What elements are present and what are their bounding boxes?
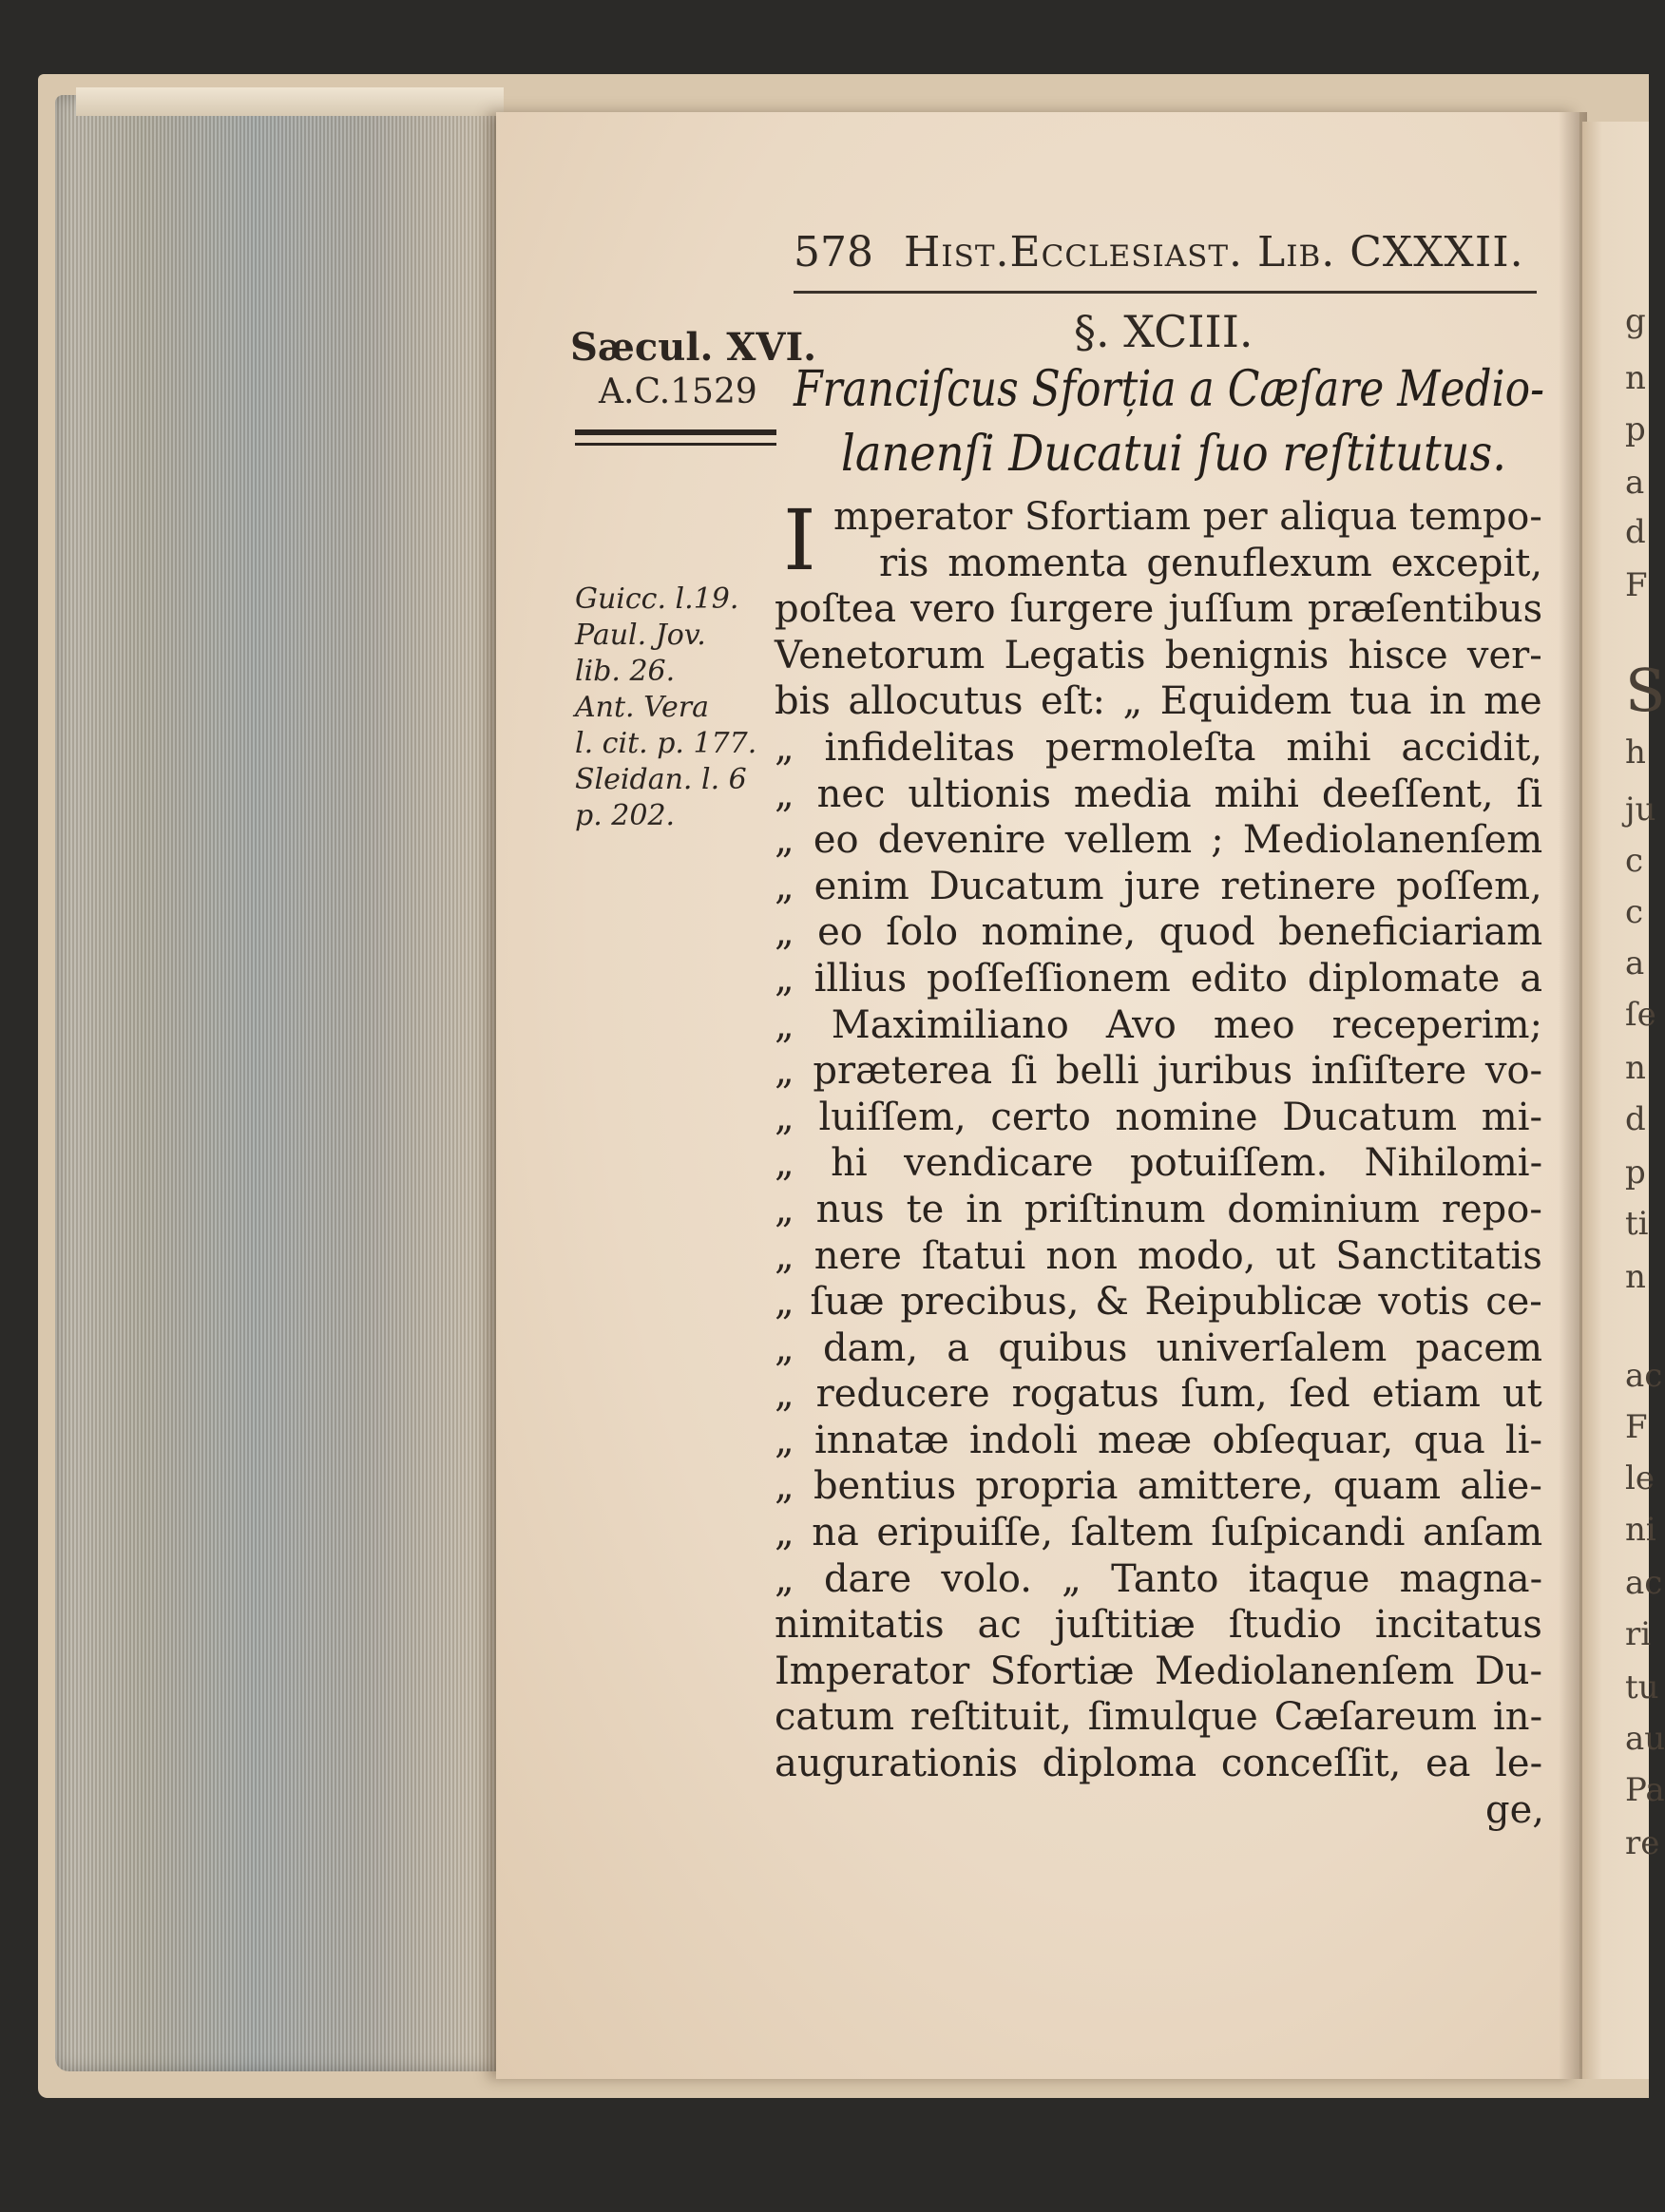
margin-ref: Sleidan. l. 6 — [575, 763, 747, 796]
drop-cap: I — [783, 491, 816, 589]
facing-page-fragment: ni — [1625, 1511, 1656, 1549]
facing-page-fragment: a — [1625, 944, 1645, 982]
page-block-top — [76, 87, 504, 116]
margin-rule-thin — [575, 443, 776, 446]
margin-ref: l. cit. p. 177. — [575, 727, 757, 760]
body-line: „ Maximiliano Avo meo receperim; — [775, 1002, 1543, 1047]
body-line: ge, — [1485, 1787, 1544, 1832]
body-line: „ innatæ indoli meæ obſequar, qua li- — [775, 1418, 1543, 1462]
body-line: mperator Sfortiam per aliqua tempo- — [833, 495, 1542, 539]
header-rule — [794, 291, 1537, 294]
facing-page-fragment: re — [1625, 1824, 1660, 1862]
facing-page-fragment: n — [1625, 1258, 1646, 1296]
facing-page-fragment: c — [1625, 842, 1644, 880]
running-header — [794, 228, 1535, 289]
facing-page-fragment: Pa — [1625, 1771, 1665, 1809]
margin-ref: lib. 26. — [575, 655, 676, 688]
body-line: ris momenta genuflexum excepit, — [879, 541, 1543, 585]
body-line: „ eo devenire vellem ; Mediolanenſem — [775, 818, 1543, 863]
body-line: „ nec ultionis media mihi deeſſent, ſi — [775, 772, 1543, 816]
facing-page-fragment: S — [1625, 656, 1665, 725]
facing-page-fragment: ri — [1625, 1615, 1652, 1653]
body-line: poſtea vero ſurgere juſſum præſentibus — [775, 587, 1543, 632]
facing-page-fragment: ju — [1625, 791, 1656, 829]
facing-page-fragment: n — [1625, 359, 1646, 397]
facing-page-fragment: d — [1625, 513, 1646, 551]
body-line: „ illius poſſeſſionem edito diplomate a — [775, 956, 1543, 1001]
section-title-line1: Franciſcus Sforția a Cæſare Medio- — [794, 361, 1544, 418]
body-line: catum reſtituit, ſimulque Cæſareum in- — [775, 1695, 1543, 1740]
body-line: „ ſuæ precibus, & Reipublicæ votis ce- — [775, 1280, 1542, 1325]
facing-page-fragment: ac — [1625, 1564, 1663, 1602]
facing-page-fragment: ſe — [1625, 996, 1656, 1034]
facing-page-fragment: F — [1625, 1408, 1648, 1446]
body-line: „ hi vendicare potuiſſem. Nihilomi- — [775, 1141, 1543, 1186]
body-line: nimitatis ac juſtitiæ ſtudio incitatus — [775, 1603, 1542, 1648]
facing-page-fragment: tu — [1625, 1669, 1659, 1707]
margin-references — [575, 582, 794, 834]
body-line: „ infidelitas permoleſta mihi accidit, — [775, 725, 1543, 770]
body-line: „ enim Ducatum jure retinere poſſem, — [775, 864, 1542, 908]
body-line: „ eo ſolo nomine, quod beneficiariam — [775, 910, 1543, 955]
body-line: „ na eripuiſſe, ſaltem ſuſpicandi anſam — [775, 1511, 1543, 1555]
facing-page-fragment: a — [1625, 464, 1645, 502]
body-line: „ reducere rogatus ſum, ſed etiam ut — [775, 1372, 1542, 1417]
section-title-line2: lanenſi Ducatui ſuo reſtitutus. — [841, 426, 1506, 483]
facing-page-fragment: d — [1625, 1100, 1646, 1138]
margin-rule-thick — [575, 429, 776, 435]
facing-page-fragment: p — [1625, 410, 1646, 448]
facing-page-fragment: ti — [1625, 1205, 1649, 1243]
facing-page-fragment: le — [1625, 1459, 1655, 1497]
body-line: „ luiſſem, certo nomine Ducatum mi- — [775, 1095, 1543, 1139]
page-number: 578 — [794, 228, 873, 276]
margin-saecul: Sæcul. XVI. — [570, 325, 817, 370]
margin-ref: Ant. Vera — [575, 691, 710, 724]
page-block-edges — [55, 95, 502, 2071]
body-line: „ nere ſtatui non modo, ut Sanctitatis — [775, 1233, 1542, 1278]
margin-anno: A.C.1529 — [599, 372, 757, 411]
body-line: Imperator Sfortiæ Mediolanenſem Du- — [775, 1649, 1543, 1693]
facing-page-fragment: ac — [1625, 1357, 1663, 1395]
facing-page-fragment: h — [1625, 734, 1646, 772]
facing-page-fragment: n — [1625, 1049, 1646, 1087]
body-text — [775, 491, 1544, 1833]
facing-page-fragment: g — [1625, 302, 1646, 340]
body-line: „ bentius propria amittere, quam alie- — [775, 1464, 1542, 1509]
facing-page-fragment: c — [1625, 893, 1644, 931]
body-line: „ dam, a quibus univerſalem pacem — [775, 1325, 1543, 1370]
body-line: „ præterea ſi belli juribus inſiſtere vo- — [775, 1049, 1543, 1094]
running-head: Hist.Ecclesiast. Lib. CXXXII. — [903, 228, 1524, 276]
facing-page-fragment: F — [1625, 566, 1648, 604]
section-number: §. XCIII. — [1074, 306, 1254, 357]
body-line: augurationis diploma conceſſit, ea le- — [775, 1742, 1543, 1786]
body-line: bis allocutus eſt: „ Equidem tua in me — [775, 679, 1542, 724]
margin-ref: p. 202. — [575, 799, 676, 832]
margin-ref: Guicc. l.19. — [575, 582, 739, 616]
body-line: Venetorum Legatis benignis hisce ver- — [775, 633, 1542, 677]
margin-ref: Paul. Jov. — [575, 619, 706, 652]
facing-page-fragment: p — [1625, 1154, 1646, 1192]
body-line: „ nus te in priſtinum dominium repo- — [775, 1187, 1542, 1231]
facing-page-fragment: au — [1625, 1720, 1665, 1758]
body-line: „ dare volo. „ Tanto itaque magna- — [775, 1556, 1543, 1601]
